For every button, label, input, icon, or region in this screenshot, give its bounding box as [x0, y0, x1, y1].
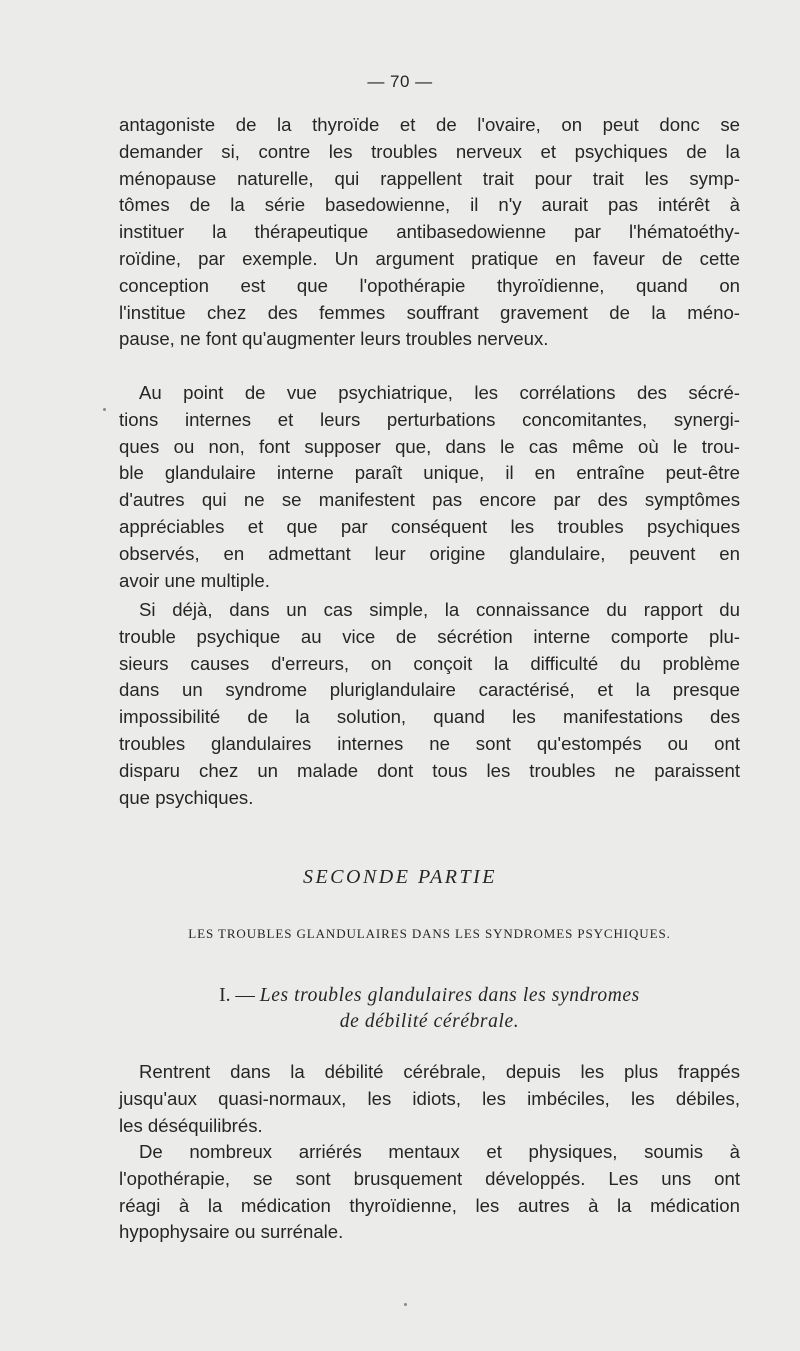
text-line: ble glandulaire interne paraît unique, il en entraîne peut-être — [119, 462, 740, 484]
chapter-heading — [119, 983, 740, 1035]
text-line: l'institue chez des femmes souffrant gravement de la méno- — [119, 301, 740, 323]
section-title: SECONDE PARTIE — [302, 866, 498, 888]
text-line: hypophysaire ou surrénale. — [119, 1221, 344, 1243]
text-line: roïdine, par exemple. Un argument pratique en faveur de cette — [119, 247, 740, 269]
text-line: appréciables et que par conséquent les troubles psychiques — [119, 515, 740, 537]
text-line: sieurs causes d'erreurs, on conçoit la difficulté du problème — [119, 652, 740, 674]
text-line: disparu chez un malade dont tous les troubles ne paraissent — [119, 759, 740, 781]
text-line: tions internes et leurs perturbations concomitantes, synergi- — [119, 408, 740, 430]
paper-speck — [103, 408, 106, 411]
paper-speck — [404, 1303, 407, 1306]
text-line: les déséquilibrés. — [119, 1114, 263, 1136]
text-line: antagoniste de la thyroïde et de l'ovaire, on peut donc se — [119, 114, 740, 135]
paragraph-1 — [119, 112, 740, 353]
text-line: trouble psychique au vice de sécrétion interne comporte plu- — [119, 625, 740, 647]
page-number: — 70 — — [367, 72, 433, 91]
text-line: Au point de vue psychiatrique, les corrélations des sécré- — [139, 382, 740, 403]
text-line: avoir une multiple. — [119, 569, 270, 591]
text-line: dans un syndrome pluriglandulaire caractérisé, et la presque — [119, 679, 740, 701]
text-line: De nombreux arriérés mentaux et physiques, soumis à — [139, 1141, 740, 1162]
paragraph-4 — [119, 1059, 740, 1139]
text-line: l'opothérapie, se sont brusquement développés. Les uns ont — [119, 1167, 740, 1189]
paragraph-5 — [119, 1139, 740, 1246]
paragraph-2 — [119, 380, 740, 594]
text-line: impossibilité de la solution, quand les manifestations des — [119, 706, 740, 728]
text-line: instituer la thérapeutique antibasedowienne par l'hématoéthy- — [119, 221, 740, 243]
text-line: d'autres qui ne se manifestent pas encore par des symptômes — [119, 489, 740, 511]
paragraph-3 — [119, 597, 740, 811]
text-line: Si déjà, dans un cas simple, la connaissance du rapport du — [139, 599, 740, 620]
chapter-number: I. — — [219, 985, 260, 1006]
text-line: Rentrent dans la débilité cérébrale, depuis les plus frappés — [139, 1061, 740, 1082]
chapter-title-line-2: de débilité cérébrale. — [339, 1011, 520, 1032]
text-line: observés, en admettant leur origine glandulaire, peuvent en — [119, 542, 740, 564]
text-line: ques ou non, font supposer que, dans le cas même où le trou- — [119, 435, 740, 457]
text-line: que psychiques. — [119, 786, 254, 808]
text-line: tômes de la série basedowienne, il n'y aurait pas intérêt à — [119, 194, 740, 216]
text-line: demander si, contre les troubles nerveux et psychiques de la — [119, 140, 740, 162]
text-line: ménopause naturelle, qui rappellent trait pour trait les symp- — [119, 167, 740, 189]
section-subtitle: LES TROUBLES GLANDULAIRES DANS LES SYNDROMES PSYCHIQUES. — [188, 926, 671, 941]
text-line: jusqu'aux quasi-normaux, les idiots, les imbéciles, les débiles, — [119, 1087, 740, 1109]
text-line: conception est que l'opothérapie thyroïdienne, quand on — [119, 274, 740, 296]
text-line: troubles glandulaires internes ne sont qu'estompés ou ont — [119, 732, 740, 754]
chapter-title-line-1: Les troubles glandulaires dans les syndromes — [259, 985, 640, 1006]
text-line: réagi à la médication thyroïdienne, les autres à la médication — [119, 1194, 740, 1216]
text-line: pause, ne font qu'augmenter leurs troubles nerveux. — [119, 328, 549, 350]
